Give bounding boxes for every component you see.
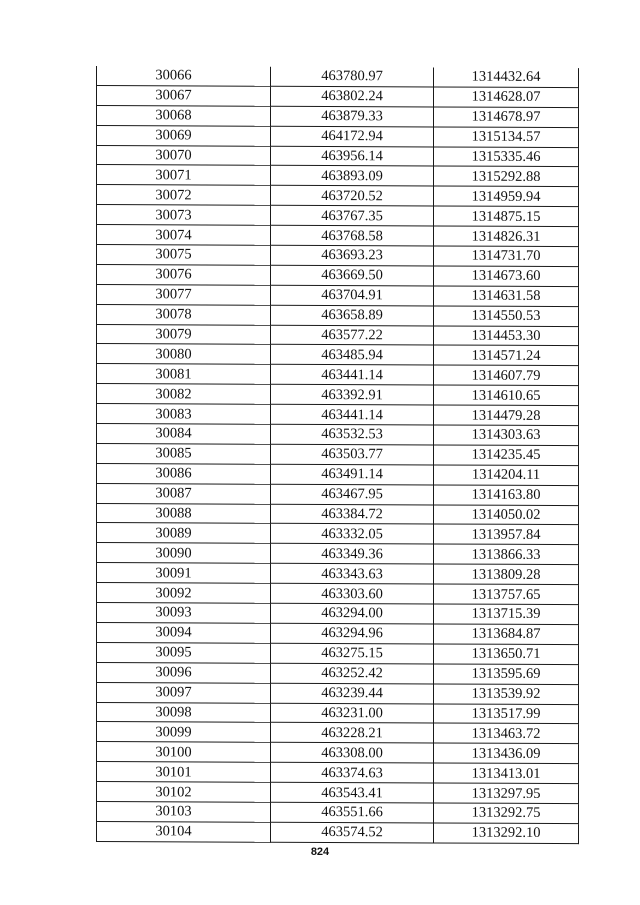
y-coordinate-cell: 1313595.69 [434, 664, 579, 685]
x-coordinate-cell: 463802.24 [271, 86, 434, 107]
point-id-cell: 30098 [97, 702, 271, 723]
y-coordinate-cell: 1314959.94 [434, 186, 579, 207]
x-coordinate-cell: 463532.53 [271, 424, 434, 445]
x-coordinate-cell: 463252.42 [271, 663, 434, 684]
point-id-cell: 30086 [97, 463, 271, 484]
y-coordinate-cell: 1315292.88 [434, 166, 579, 187]
x-coordinate-cell: 463374.63 [271, 762, 434, 783]
y-coordinate-cell: 1315134.57 [434, 127, 579, 148]
y-coordinate-cell: 1314607.79 [434, 365, 579, 386]
y-coordinate-cell: 1314303.63 [434, 425, 579, 446]
y-coordinate-cell: 1313866.33 [434, 544, 579, 565]
x-coordinate-cell: 463693.23 [271, 245, 434, 266]
x-coordinate-cell: 463704.91 [271, 285, 434, 306]
y-coordinate-cell: 1313809.28 [434, 564, 579, 585]
y-coordinate-cell: 1314678.97 [434, 107, 579, 128]
point-id-cell: 30094 [97, 622, 271, 643]
point-id-cell: 30102 [97, 782, 271, 803]
point-id-cell: 30079 [97, 324, 271, 345]
y-coordinate-cell: 1313463.72 [434, 723, 579, 744]
table-row [97, 662, 579, 684]
x-coordinate-cell: 463384.72 [271, 504, 434, 525]
table-row [97, 165, 579, 187]
x-coordinate-cell: 463294.00 [271, 603, 434, 624]
y-coordinate-cell: 1314432.64 [434, 67, 579, 87]
x-coordinate-cell: 463503.77 [271, 444, 434, 465]
point-id-cell: 30083 [97, 404, 271, 425]
point-id-cell: 30100 [97, 742, 271, 763]
point-id-cell: 30103 [97, 801, 271, 822]
point-id-cell: 30099 [97, 722, 271, 743]
x-coordinate-cell: 463441.14 [271, 404, 434, 425]
table-row [97, 245, 579, 267]
x-coordinate-cell: 463332.05 [271, 524, 434, 545]
x-coordinate-cell: 463467.95 [271, 484, 434, 505]
y-coordinate-cell: 1313292.10 [434, 823, 579, 844]
point-id-cell: 30095 [97, 642, 271, 663]
table-row [97, 324, 579, 346]
point-id-cell: 30068 [97, 105, 271, 126]
point-id-cell: 30092 [97, 583, 271, 604]
point-id-cell: 30091 [97, 563, 271, 584]
table-row [97, 543, 579, 565]
point-id-cell: 30097 [97, 682, 271, 703]
point-id-cell: 30066 [97, 66, 271, 86]
y-coordinate-cell: 1313297.95 [434, 783, 579, 804]
x-coordinate-cell: 463308.00 [271, 743, 434, 764]
table-row [97, 205, 579, 227]
page-number: 824 [310, 846, 330, 858]
x-coordinate-cell: 463275.15 [271, 643, 434, 664]
point-id-cell: 30089 [97, 523, 271, 544]
y-coordinate-cell: 1314050.02 [434, 505, 579, 526]
table-row [97, 742, 579, 764]
point-id-cell: 30067 [97, 85, 271, 106]
point-id-cell: 30090 [97, 543, 271, 564]
y-coordinate-cell: 1313957.84 [434, 524, 579, 545]
table-row [97, 801, 579, 823]
table-row [97, 762, 579, 784]
table-row [97, 344, 579, 366]
y-coordinate-cell: 1314875.15 [434, 206, 579, 227]
table-row [97, 105, 579, 127]
point-id-cell: 30084 [97, 424, 271, 445]
x-coordinate-cell: 463349.36 [271, 544, 434, 565]
y-coordinate-cell: 1313715.39 [434, 604, 579, 625]
x-coordinate-cell: 463239.44 [271, 683, 434, 704]
y-coordinate-cell: 1313539.92 [434, 684, 579, 705]
table-row [97, 424, 579, 446]
x-coordinate-cell: 463893.09 [271, 166, 434, 187]
table-row [97, 603, 579, 625]
x-coordinate-cell: 463543.41 [271, 782, 434, 803]
point-id-cell: 30101 [97, 762, 271, 783]
y-coordinate-cell: 1314204.11 [434, 465, 579, 486]
coordinate-table-container [96, 66, 578, 846]
y-coordinate-cell: 1314550.53 [434, 306, 579, 327]
x-coordinate-cell: 463574.52 [271, 822, 434, 843]
y-coordinate-cell: 1313517.99 [434, 703, 579, 724]
x-coordinate-cell: 463767.35 [271, 205, 434, 226]
y-coordinate-cell: 1313413.01 [434, 763, 579, 784]
point-id-cell: 30080 [97, 344, 271, 365]
table-row [97, 782, 579, 804]
y-coordinate-cell: 1313684.87 [434, 624, 579, 645]
table-row [97, 622, 579, 644]
point-id-cell: 30077 [97, 284, 271, 305]
y-coordinate-cell: 1313650.71 [434, 644, 579, 665]
y-coordinate-cell: 1313292.75 [434, 803, 579, 824]
point-id-cell: 30076 [97, 264, 271, 285]
point-id-cell: 30071 [97, 165, 271, 186]
x-coordinate-cell: 463577.22 [271, 325, 434, 346]
coordinate-table [96, 66, 579, 844]
table-row [97, 85, 579, 107]
point-id-cell: 30078 [97, 304, 271, 325]
table-row [97, 225, 579, 247]
point-id-cell: 30072 [97, 185, 271, 206]
x-coordinate-cell: 463780.97 [271, 67, 434, 87]
x-coordinate-cell: 463303.60 [271, 583, 434, 604]
x-coordinate-cell: 463551.66 [271, 802, 434, 823]
y-coordinate-cell: 1314479.28 [434, 405, 579, 426]
table-row [97, 702, 579, 724]
y-coordinate-cell: 1314628.07 [434, 87, 579, 108]
table-row [97, 66, 579, 87]
point-id-cell: 30070 [97, 145, 271, 166]
table-row [97, 185, 579, 207]
table-row [97, 642, 579, 664]
point-id-cell: 30075 [97, 245, 271, 266]
y-coordinate-cell: 1313757.65 [434, 584, 579, 605]
y-coordinate-cell: 1314631.58 [434, 286, 579, 307]
table-row [97, 503, 579, 525]
x-coordinate-cell: 463768.58 [271, 225, 434, 246]
y-coordinate-cell: 1313436.09 [434, 743, 579, 764]
table-row [97, 722, 579, 744]
x-coordinate-cell: 463392.91 [271, 385, 434, 406]
table-row [97, 463, 579, 485]
table-row [97, 443, 579, 465]
x-coordinate-cell: 463491.14 [271, 464, 434, 485]
point-id-cell: 30074 [97, 225, 271, 246]
x-coordinate-cell: 464172.94 [271, 126, 434, 147]
x-coordinate-cell: 463658.89 [271, 305, 434, 326]
y-coordinate-cell: 1314235.45 [434, 445, 579, 466]
table-row [97, 821, 579, 843]
x-coordinate-cell: 463228.21 [271, 723, 434, 744]
y-coordinate-cell: 1314673.60 [434, 266, 579, 287]
table-row [97, 563, 579, 585]
x-coordinate-cell: 463669.50 [271, 265, 434, 286]
table-row [97, 125, 579, 147]
point-id-cell: 30085 [97, 443, 271, 464]
x-coordinate-cell: 463879.33 [271, 106, 434, 127]
x-coordinate-cell: 463956.14 [271, 146, 434, 167]
coordinate-table-body [97, 66, 579, 843]
y-coordinate-cell: 1314571.24 [434, 345, 579, 366]
y-coordinate-cell: 1314610.65 [434, 385, 579, 406]
point-id-cell: 30082 [97, 384, 271, 405]
x-coordinate-cell: 463231.00 [271, 703, 434, 724]
table-row [97, 364, 579, 386]
x-coordinate-cell: 463720.52 [271, 186, 434, 207]
point-id-cell: 30088 [97, 503, 271, 524]
table-row [97, 284, 579, 306]
point-id-cell: 30093 [97, 603, 271, 624]
table-row [97, 523, 579, 545]
y-coordinate-cell: 1315335.46 [434, 147, 579, 168]
point-id-cell: 30081 [97, 364, 271, 385]
point-id-cell: 30073 [97, 205, 271, 226]
table-row [97, 384, 579, 406]
y-coordinate-cell: 1314163.80 [434, 485, 579, 506]
table-row [97, 145, 579, 167]
table-row [97, 264, 579, 286]
x-coordinate-cell: 463485.94 [271, 345, 434, 366]
y-coordinate-cell: 1314731.70 [434, 246, 579, 267]
point-id-cell: 30104 [97, 821, 271, 842]
table-row [97, 682, 579, 704]
y-coordinate-cell: 1314826.31 [434, 226, 579, 247]
x-coordinate-cell: 463294.96 [271, 623, 434, 644]
y-coordinate-cell: 1314453.30 [434, 326, 579, 347]
x-coordinate-cell: 463343.63 [271, 564, 434, 585]
table-row [97, 583, 579, 605]
x-coordinate-cell: 463441.14 [271, 365, 434, 386]
table-row [97, 404, 579, 426]
table-row [97, 483, 579, 505]
point-id-cell: 30096 [97, 662, 271, 683]
point-id-cell: 30087 [97, 483, 271, 504]
table-row [97, 304, 579, 326]
point-id-cell: 30069 [97, 125, 271, 146]
